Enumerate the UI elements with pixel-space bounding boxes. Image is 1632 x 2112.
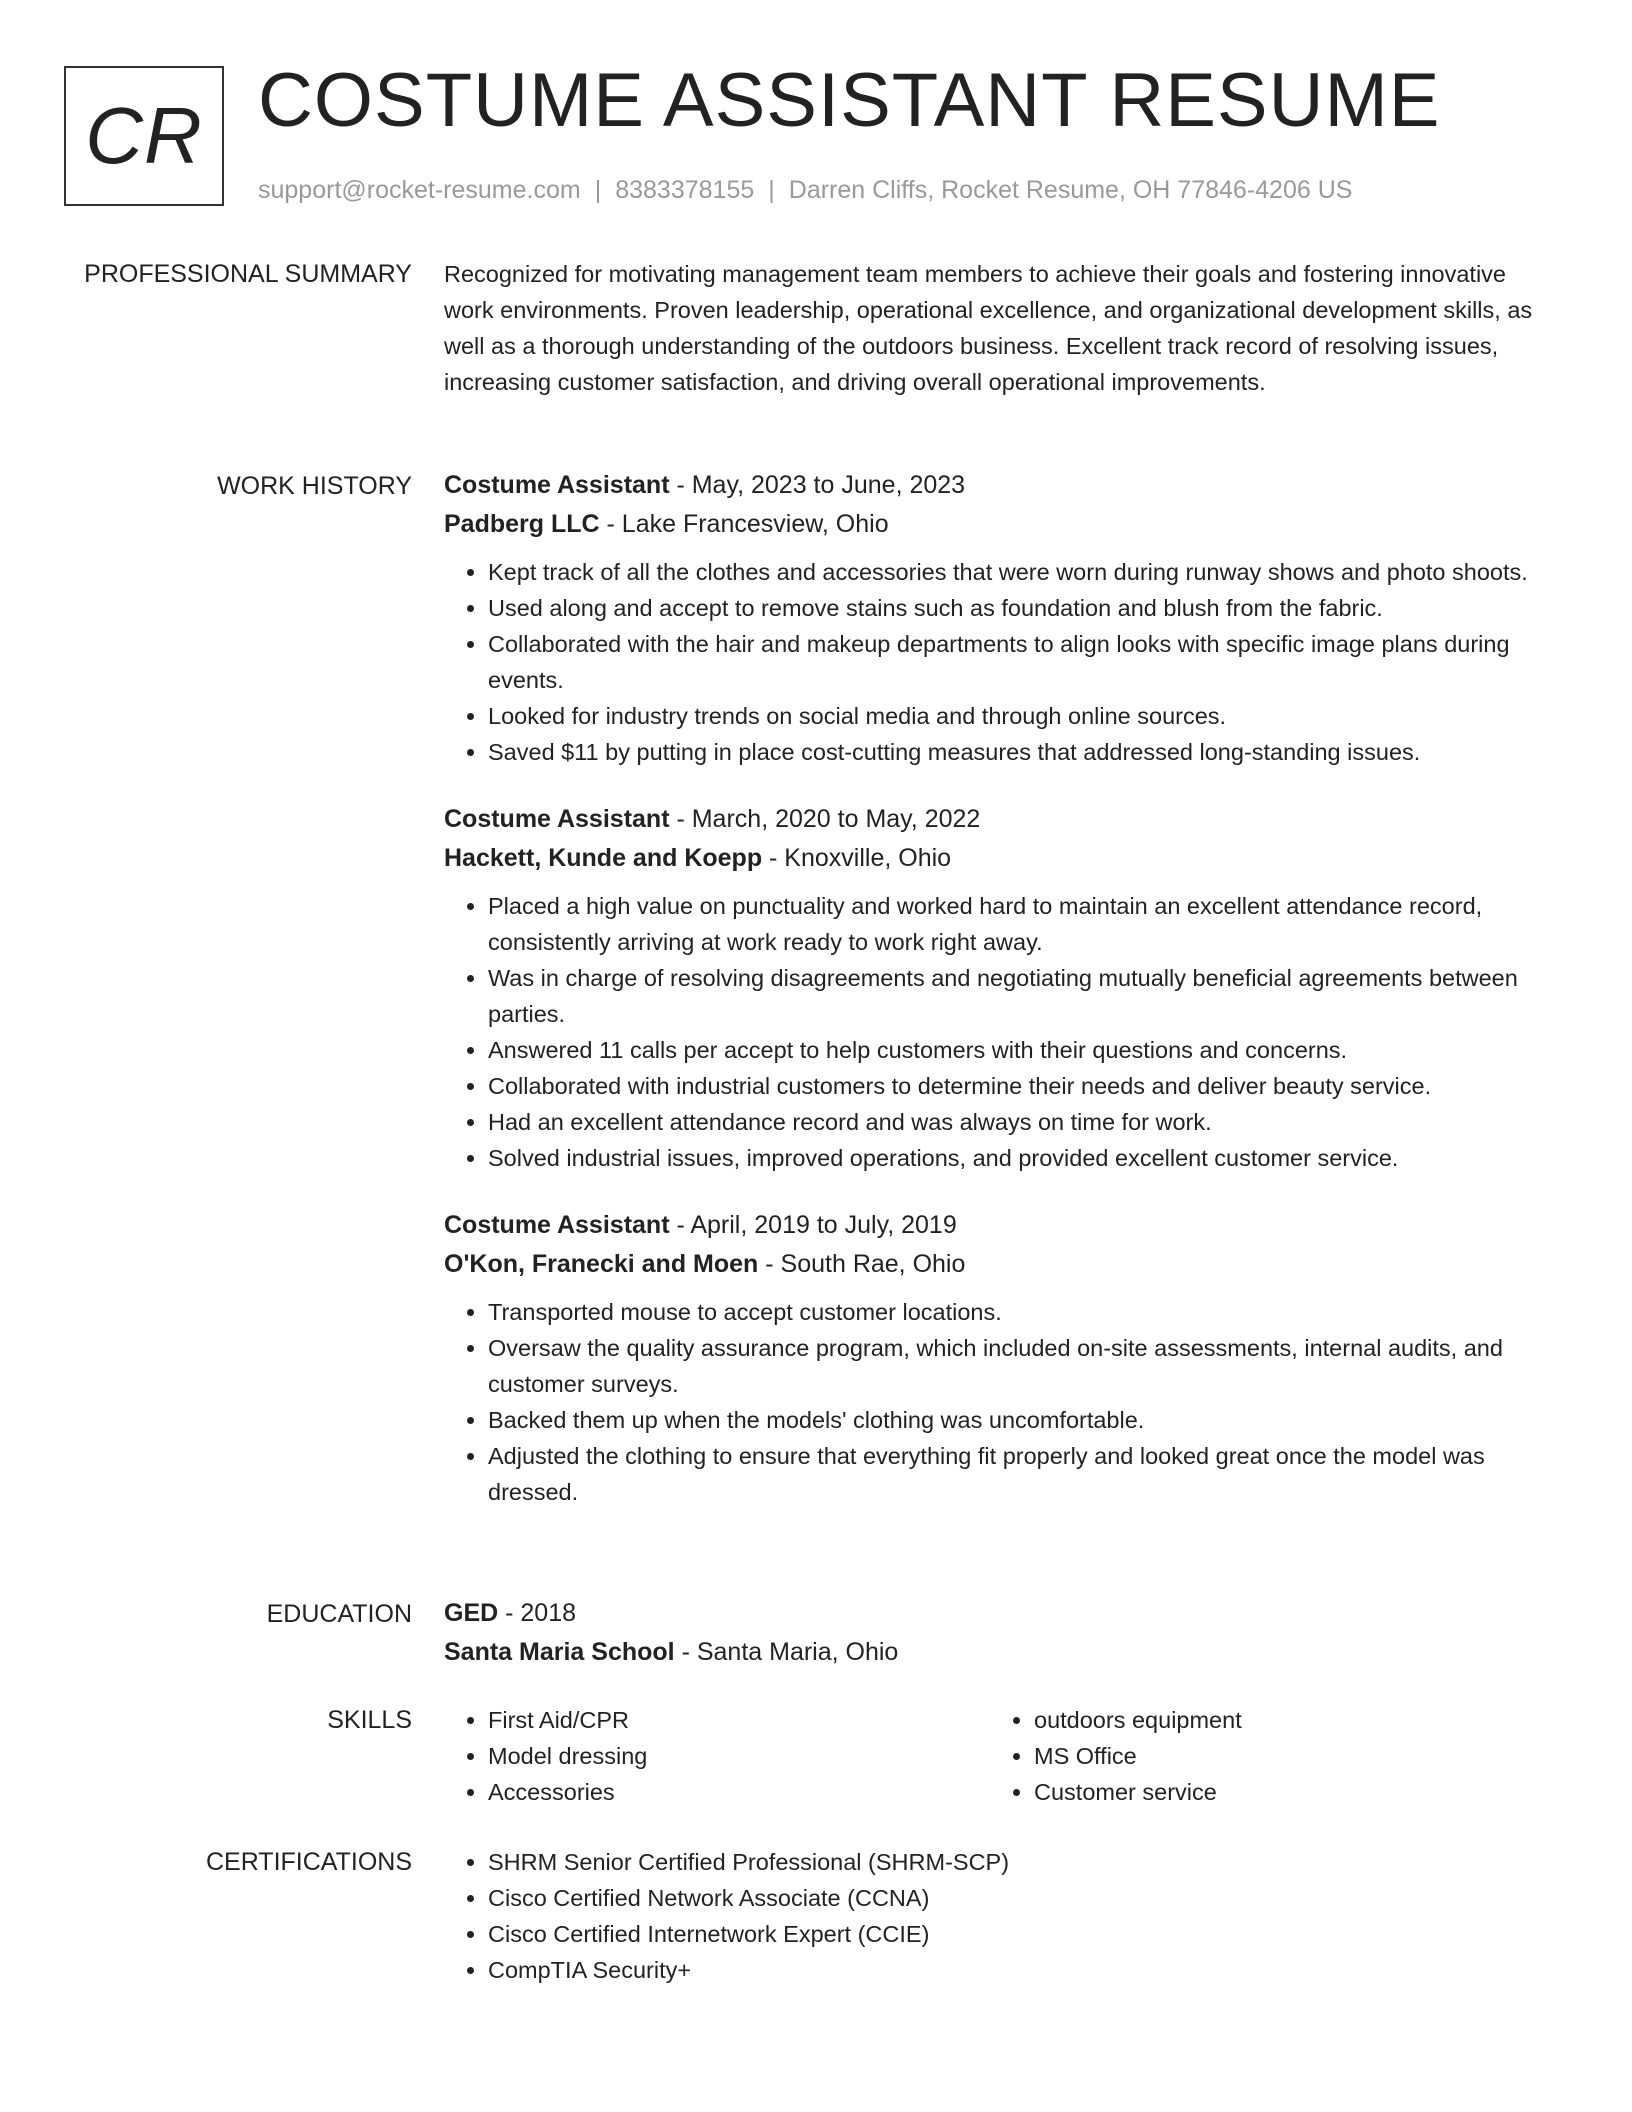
skill-item: • Accessories bbox=[488, 1774, 990, 1810]
contact-separator: | bbox=[768, 176, 775, 204]
job-bullet: • Oversaw the quality assurance program, which included on-site assessments, internal audits, and customer surveys. bbox=[488, 1330, 1554, 1402]
skill-item: • Model dressing bbox=[488, 1738, 990, 1774]
job-location: - South Rae, Ohio bbox=[758, 1250, 966, 1278]
job-bullet: • Collaborated with industrial customers to determine their needs and deliver beauty service. bbox=[488, 1068, 1554, 1104]
job-bullets bbox=[444, 554, 1554, 770]
skill-item: • First Aid/CPR bbox=[488, 1702, 990, 1738]
job-bullet: • Used along and accept to remove stains such as foundation and blush from the fabric. bbox=[488, 590, 1554, 626]
job-title-line bbox=[444, 466, 1554, 505]
section-label-work-history: WORK HISTORY bbox=[217, 472, 412, 500]
summary-body bbox=[444, 256, 1554, 400]
job-entry bbox=[444, 466, 1554, 770]
job-dates: - April, 2019 to July, 2019 bbox=[669, 1211, 957, 1239]
education-year: - 2018 bbox=[498, 1599, 577, 1627]
job-location: - Lake Francesview, Ohio bbox=[599, 510, 889, 538]
job-company-line bbox=[444, 505, 1554, 544]
section-label-education: EDUCATION bbox=[266, 1600, 412, 1628]
education-body bbox=[444, 1594, 1554, 1672]
certifications-body bbox=[444, 1844, 1554, 1988]
job-title: Costume Assistant bbox=[444, 805, 670, 833]
monogram-box bbox=[64, 66, 224, 206]
job-bullet: • Had an excellent attendance record and was always on time for work. bbox=[488, 1104, 1554, 1140]
job-title: Costume Assistant bbox=[444, 1211, 670, 1239]
education-degree: GED bbox=[444, 1599, 499, 1627]
job-bullet: • Collaborated with the hair and makeup departments to align looks with specific image plans during events. bbox=[488, 626, 1554, 698]
certification-item: • Cisco Certified Internetwork Expert (CCIE) bbox=[488, 1916, 1554, 1952]
job-company-line bbox=[444, 839, 1554, 878]
contact-line bbox=[258, 174, 1352, 206]
job-bullet: • Transported mouse to accept customer locations. bbox=[488, 1294, 1554, 1330]
job-bullets bbox=[444, 888, 1554, 1176]
monogram-initials: CR bbox=[85, 91, 203, 180]
work-history-body bbox=[444, 466, 1554, 1528]
skills-column-right bbox=[990, 1702, 1536, 1810]
job-company: O'Kon, Franecki and Moen bbox=[444, 1250, 759, 1278]
job-bullet: • Placed a high value on punctuality and worked hard to maintain an excellent attendance record, consistently arriving at work ready to work right away. bbox=[488, 888, 1554, 960]
skills-grid bbox=[444, 1702, 1554, 1810]
job-title-line bbox=[444, 800, 1554, 839]
job-bullet: • Kept track of all the clothes and accessories that were worn during runway shows and photo shoots. bbox=[488, 554, 1554, 590]
summary-text: Recognized for motivating management team members to achieve their goals and fostering innovative work environments. Proven leadership, operational excellence, and organizational development skills, as well as a thorough understanding of the outdoors business. Excellent track record of resolving issues, increasing customer satisfaction, and driving overall operational improvements. bbox=[444, 261, 1533, 395]
contact-phone: 8383378155 bbox=[615, 176, 755, 204]
section-label-certifications: CERTIFICATIONS bbox=[205, 1848, 412, 1876]
certifications-list bbox=[444, 1844, 1554, 1988]
contact-separator: | bbox=[594, 176, 602, 204]
job-dates: - March, 2020 to May, 2022 bbox=[669, 805, 981, 833]
skills-body bbox=[444, 1702, 1554, 1810]
job-bullet: • Was in charge of resolving disagreements and negotiating mutually beneficial agreements between parties. bbox=[488, 960, 1554, 1032]
job-entry bbox=[444, 800, 1554, 1176]
education-school-line bbox=[444, 1633, 1554, 1672]
job-bullet: • Looked for industry trends on social media and through online sources. bbox=[488, 698, 1554, 734]
skills-column-left bbox=[444, 1702, 990, 1810]
contact-address: Darren Cliffs, Rocket Resume, OH 77846-4206 US bbox=[788, 176, 1353, 204]
job-company: Hackett, Kunde and Koepp bbox=[444, 844, 763, 872]
education-degree-line bbox=[444, 1594, 1554, 1633]
section-label-summary: PROFESSIONAL SUMMARY bbox=[84, 260, 412, 288]
job-dates: - May, 2023 to June, 2023 bbox=[669, 471, 966, 499]
job-title: Costume Assistant bbox=[444, 471, 670, 499]
certification-item: • CompTIA Security+ bbox=[488, 1952, 1554, 1988]
job-entry bbox=[444, 1206, 1554, 1510]
job-bullets bbox=[444, 1294, 1554, 1510]
contact-email: support@rocket-resume.com bbox=[258, 176, 581, 204]
skill-item: • MS Office bbox=[1034, 1738, 1536, 1774]
job-bullet: • Backed them up when the models' clothing was uncomfortable. bbox=[488, 1402, 1554, 1438]
skill-item: • Customer service bbox=[1034, 1774, 1536, 1810]
job-location: - Knoxville, Ohio bbox=[762, 844, 952, 872]
job-bullet: • Solved industrial issues, improved operations, and provided excellent customer service. bbox=[488, 1140, 1554, 1176]
education-school: Santa Maria School bbox=[444, 1638, 675, 1666]
job-company-line bbox=[444, 1245, 1554, 1284]
job-company: Padberg LLC bbox=[444, 510, 600, 538]
skills-list-right bbox=[990, 1702, 1536, 1810]
education-location: - Santa Maria, Ohio bbox=[674, 1638, 899, 1666]
job-bullet: • Adjusted the clothing to ensure that everything fit properly and looked great once the model was dressed. bbox=[488, 1438, 1554, 1510]
job-bullet: • Answered 11 calls per accept to help customers with their questions and concerns. bbox=[488, 1032, 1554, 1068]
section-label-skills: SKILLS bbox=[327, 1706, 412, 1734]
job-bullet: • Saved $11 by putting in place cost-cutting measures that addressed long-standing issues. bbox=[488, 734, 1554, 770]
skills-list-left bbox=[444, 1702, 990, 1810]
skill-item: • outdoors equipment bbox=[1034, 1702, 1536, 1738]
resume-title: COSTUME ASSISTANT RESUME bbox=[258, 58, 1441, 143]
job-title-line bbox=[444, 1206, 1554, 1245]
certification-item: • SHRM Senior Certified Professional (SHRM-SCP) bbox=[488, 1844, 1554, 1880]
certification-item: • Cisco Certified Network Associate (CCNA) bbox=[488, 1880, 1554, 1916]
